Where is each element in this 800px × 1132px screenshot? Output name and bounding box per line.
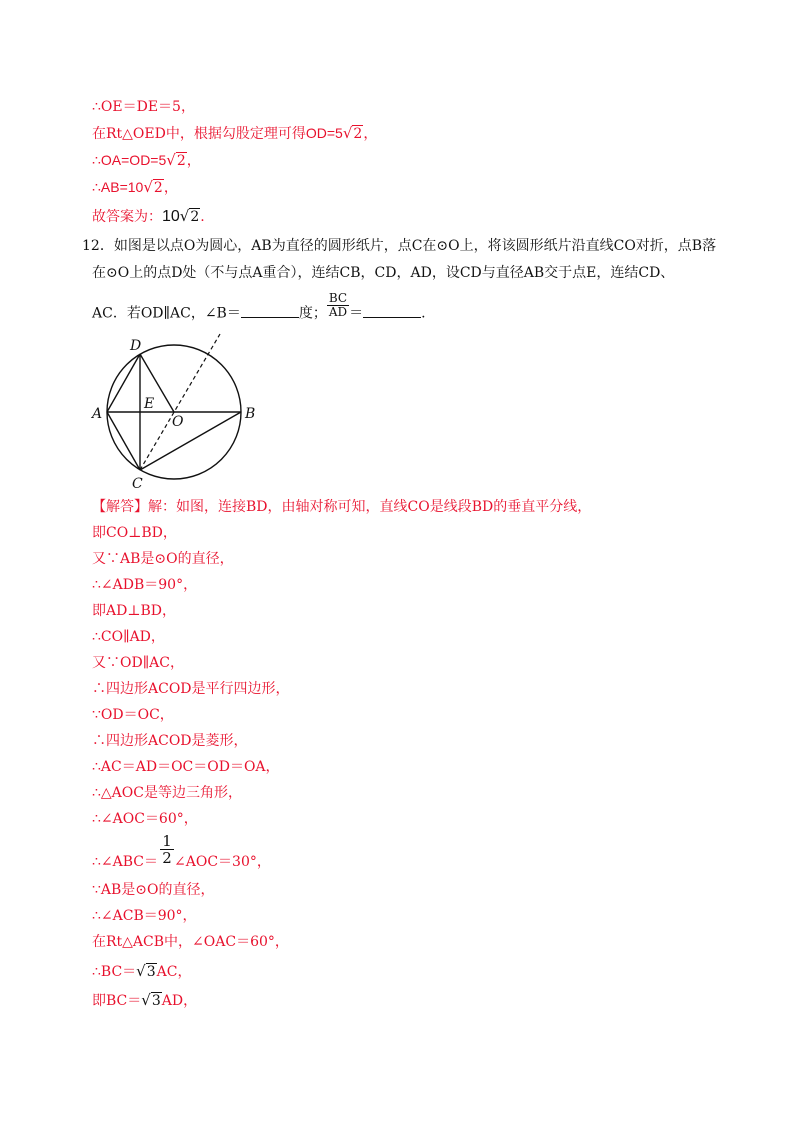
solution-line-16: ∴∠ACB＝90°， [92,908,197,924]
segment-ac [107,412,140,470]
solution-line-11: ∴AC＝AD＝OC＝OD＝OA， [92,759,280,775]
label-c: C [132,476,143,490]
question-line-2: 在⊙O上的点D处（不与点A重合），连结CB，CD，AD，设CD与直径AB交于点E，连结CD、 [92,265,675,281]
label-o: O [172,414,184,430]
solution-line-17: 在Rt△ACB中，∠OAC＝60°， [92,934,289,950]
segment-cb [140,412,241,470]
label-b: B [245,406,256,422]
label-a: A [92,406,103,422]
solution-line-19: 即BC＝√3AD， [92,991,198,1009]
label-e: E [144,396,155,412]
question-number: 12． [82,238,114,254]
answer-line-5: 故答案为：10√2. [92,207,205,225]
solution-line-4: ∴∠ADB＝90°， [92,577,198,593]
solution-line-15: ∵AB是⊙O的直径， [92,882,215,898]
solution-line-6: ∴CO∥AD， [92,629,165,645]
answer-blank-2[interactable] [363,303,421,318]
solution-line-10: ∴四边形ACOD是菱形， [92,733,248,749]
answer-blank-1[interactable] [241,303,299,318]
segment-ad [107,354,140,412]
answer-line-1: ∴OE＝DE＝5， [92,99,195,115]
fraction-one-half: 1 2 [160,833,174,866]
answer-line-4: ∴AB=10√2， [92,178,178,196]
question-line-3: AC．若OD∥AC，∠B＝ 度； $\frac{BC}{AD}$ ＝ . [92,291,426,322]
solution-line-2: 即CO⊥BD， [92,525,177,541]
answer-line-3: ∴OA=OD=5√2， [92,151,201,169]
solution-line-1: 【解答】解：如图，连接BD，由轴对称可知，直线CO是线段BD的垂直平分线， [92,499,592,515]
solution-line-8: ∴四边形ACOD是平行四边形， [92,681,290,697]
circle-figure [80,330,280,490]
solution-line-9: ∵OD＝OC， [92,707,174,723]
answer-line-2: 在Rt△OED中，根据勾股定理可得OD=5√2， [92,124,378,142]
solution-line-18: ∴BC＝√3AC， [92,962,192,980]
solution-line-7: 又∵OD∥AC， [92,655,184,671]
solution-line-12: ∴△AOC是等边三角形， [92,785,242,801]
solution-line-3: 又∵AB是⊙O的直径， [92,551,234,567]
question-line-1: 12．如图是以点O为圆心，AB为直径的圆形纸片，点C在⊙O上，将该圆形纸片沿直线CO对折，点B落 [82,238,717,254]
fraction-bc-ad: $\frac{BC}{AD}$ [328,291,348,319]
label-d: D [130,338,142,354]
solution-line-13: ∴∠AOC＝60°， [92,811,198,827]
solution-line-5: 即AD⊥BD， [92,603,177,619]
solution-line-14: ∴∠ABC＝ ∠AOC＝30°， [92,854,271,870]
